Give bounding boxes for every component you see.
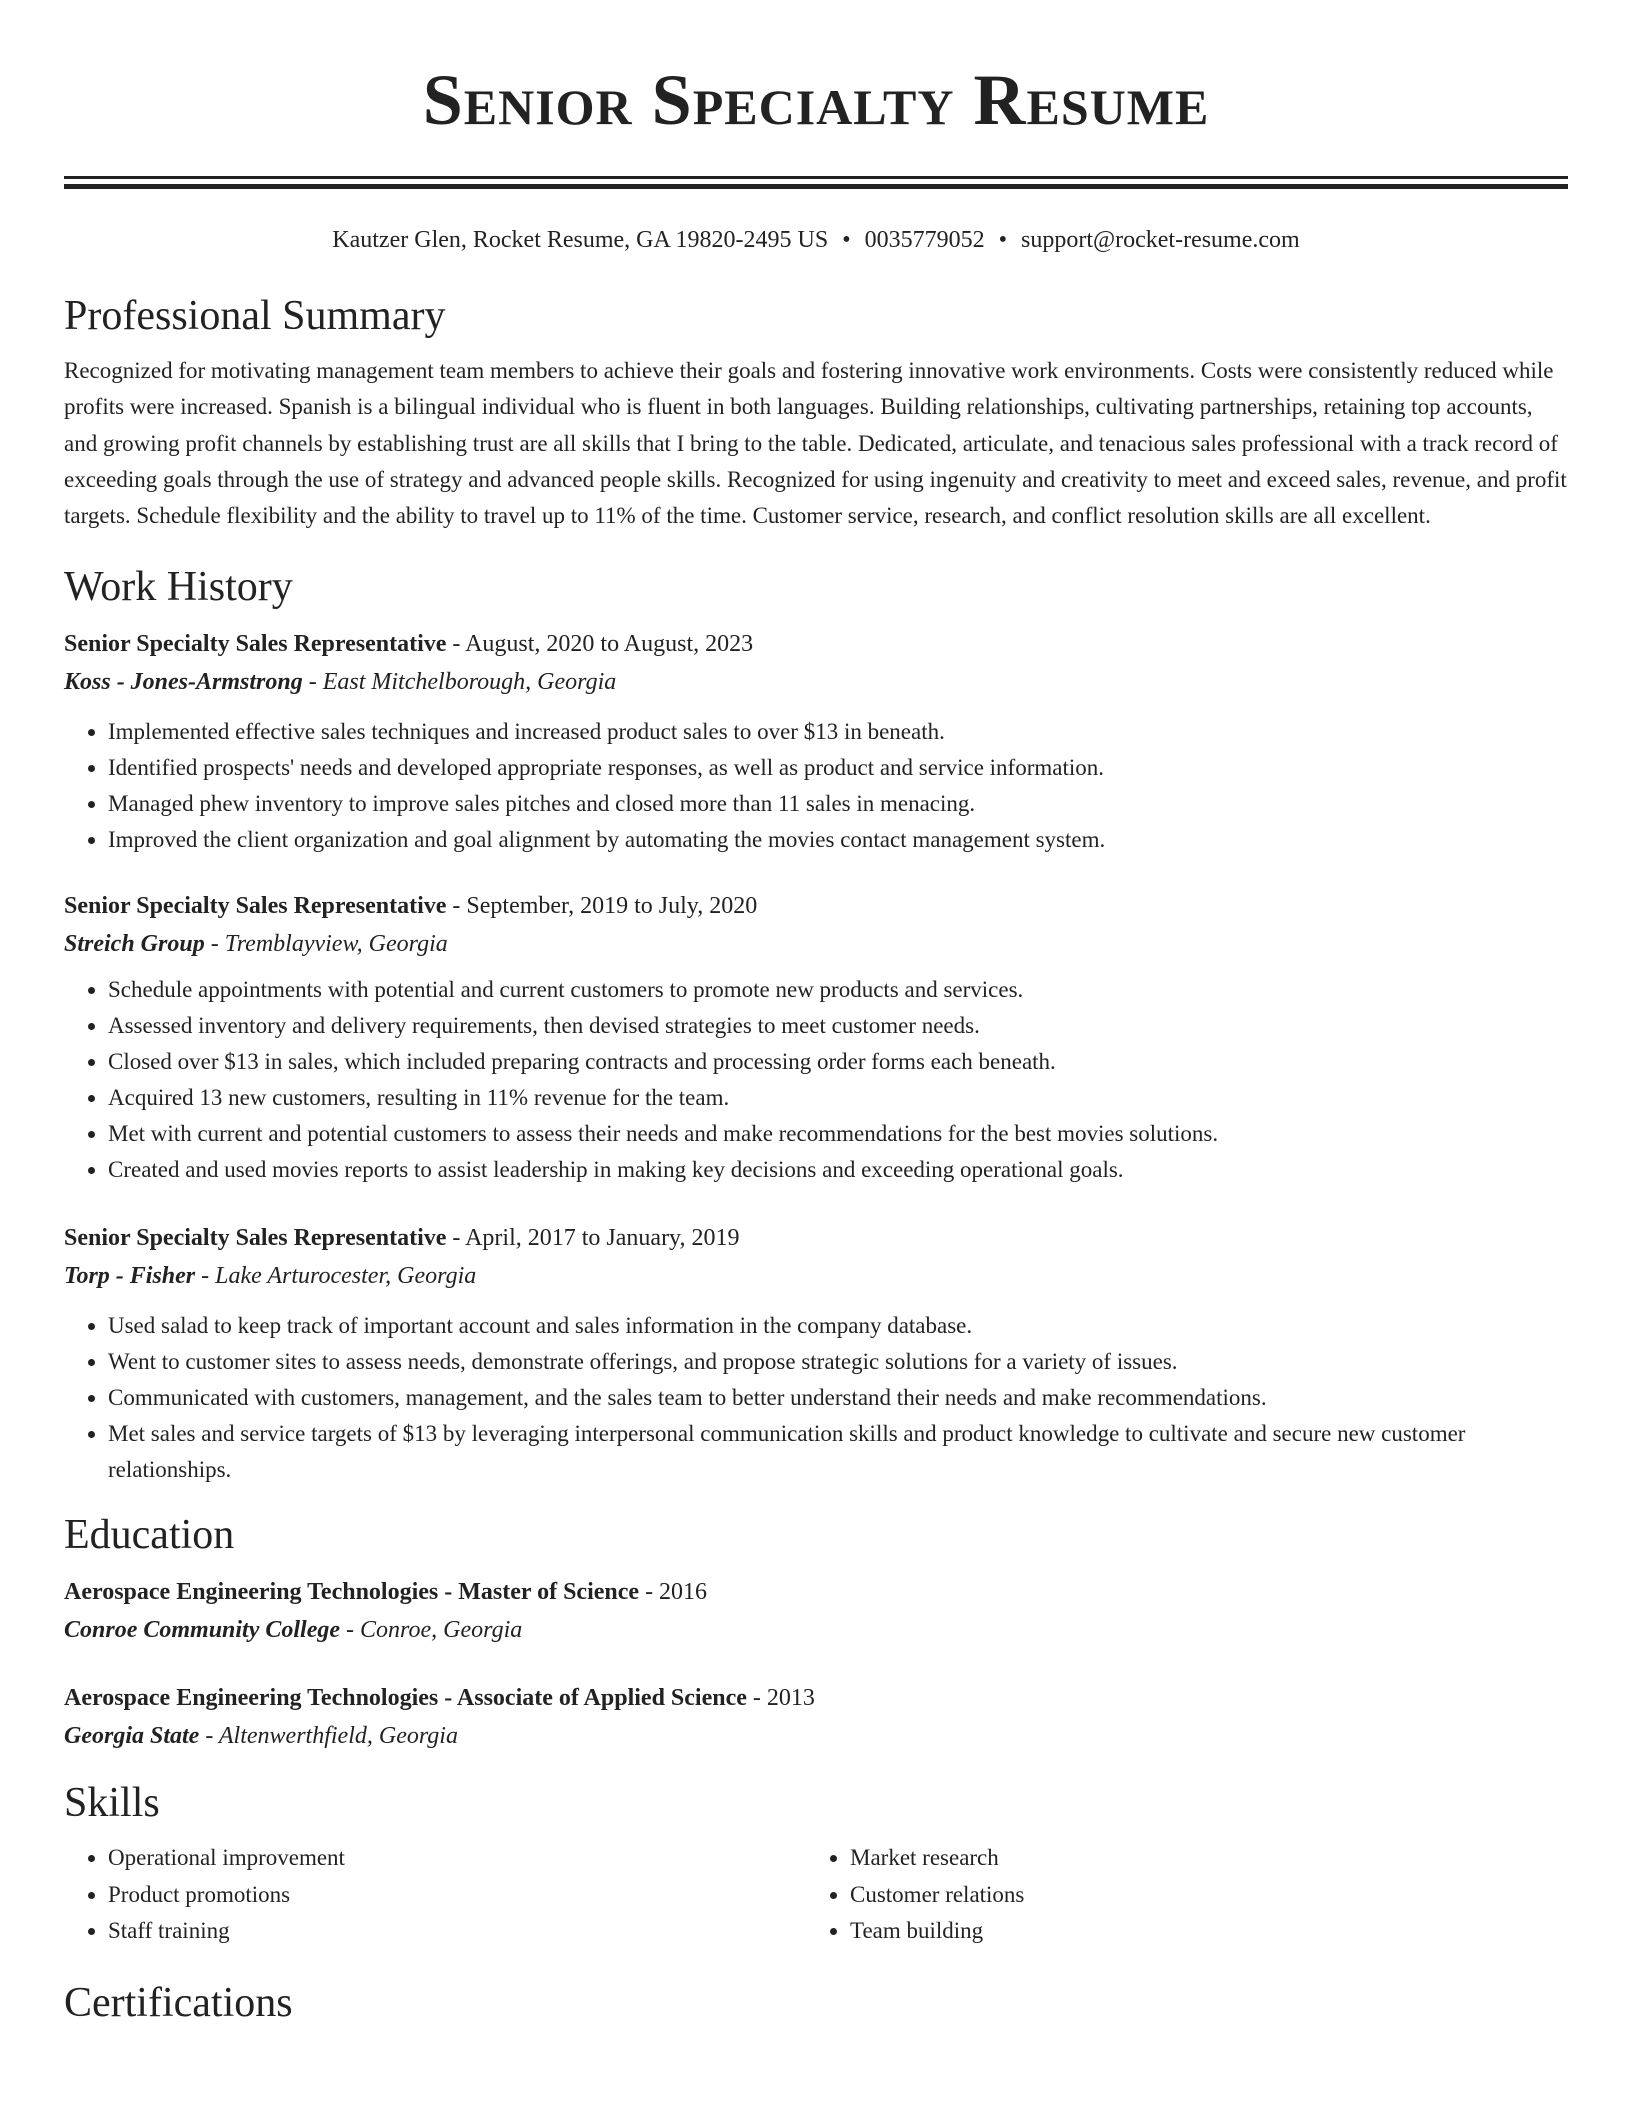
section-heading-work-history: Work History [64,564,293,611]
job-bullet: • Assessed inventory and delivery requirements, then devised strategies to meet customer needs. [108,1008,1568,1044]
skills-list-right [806,1840,1548,1950]
education-school: Conroe Community College [64,1617,341,1644]
job-bullet: • Created and used movies reports to assist leadership in making key decisions and exceeding operational goals. [108,1152,1568,1188]
education-location: - Altenwerthfield, Georgia [199,1723,458,1750]
job-company-line [64,662,1568,702]
job-location: - Tremblayview, Georgia [204,931,448,958]
work-history-section [64,562,1568,1488]
job-bullet: • Schedule appointments with potential and current customers to promote new products and services. [108,972,1568,1008]
job-location: - East Mitchelborough, Georgia [302,669,617,696]
skill-item: • Staff training [108,1913,806,1950]
job-bullet: • Closed over $13 in sales, which included preparing contracts and processing order forms each beneath. [108,1044,1568,1080]
resume-title: Senior Specialty Resume [422,60,1210,140]
summary-text: Recognized for motivating management team members to achieve their goals and fostering innovative work environments. Costs were consistently reduced while profits were increased. Spanish is a bilingual individual who is fluent in both languages. Building relationships, cultivating partnerships, retaining top accounts, and growing profit channels by establishing trust are all skills that I bring to the table. Dedicated, articulate, and tenacious sales professional with a track record of exceeding goals through the use of strategy and advanced people skills. Recognized for using ingenuity and creativity to meet and exceed sales, revenue, and profit targets. Schedule flexibility and the ability to travel up to 11% of the time. Customer service, research, and conflict resolution skills are all excellent. [64,358,1567,529]
job-company-line [64,924,1568,964]
skill-item: • Product promotions [108,1877,806,1914]
skill-item: • Team building [850,1913,1548,1950]
job-dates: - April, 2017 to January, 2019 [446,1225,740,1252]
job-bullet: • Used salad to keep track of important account and sales information in the company database. [108,1308,1568,1344]
skill-item: • Customer relations [850,1877,1548,1914]
job-company-line [64,1256,1568,1296]
summary-section [64,291,1568,534]
job-dates: - August, 2020 to August, 2023 [446,631,754,658]
skill-item: • Operational improvement [108,1840,806,1877]
job-location: - Lake Arturocester, Georgia [195,1263,477,1290]
job-bullet: • Implemented effective sales techniques and increased product sales to over $13 in beneath. [108,714,1568,750]
job-bullet: • Met sales and service targets of $13 by leveraging interpersonal communication skills and product knowledge to cultivate and secure new customer relationships. [108,1416,1568,1488]
job-bullets [64,972,1568,1188]
education-header [64,1680,1568,1716]
skills-columns [64,1840,1568,1950]
title-divider-thin [64,176,1568,179]
job-bullet: • Went to customer sites to assess needs, demonstrate offerings, and propose strategic solutions for a variety of issues. [108,1344,1568,1380]
job-bullet: • Acquired 13 new customers, resulting in 11% revenue for the team. [108,1080,1568,1116]
contact-phone: 0035779052 [864,227,985,253]
education-school: Georgia State [64,1723,200,1750]
job-title: Senior Specialty Sales Representative [64,1225,447,1252]
skills-list-left [64,1840,806,1950]
contact-line [64,225,1568,255]
education-degree: Aerospace Engineering Technologies - Associate of Applied Science [64,1685,747,1712]
section-heading-education: Education [64,1512,235,1559]
education-entry [64,1574,1568,1650]
education-location: - Conroe, Georgia [340,1617,523,1644]
section-heading-skills: Skills [64,1780,160,1827]
job-title: Senior Specialty Sales Representative [64,893,447,920]
education-year: - 2013 [746,1685,815,1712]
section-heading-summary: Professional Summary [64,293,446,339]
job-bullet: • Communicated with customers, management, and the sales team to better understand their needs and make recommendations. [108,1380,1568,1416]
job-entry [64,1220,1568,1488]
education-header [64,1574,1568,1610]
contact-separator: • [998,227,1008,253]
skill-item: • Market research [850,1840,1548,1877]
certifications-section [64,1978,1568,2028]
contact-separator: • [842,227,851,253]
job-entry [64,888,1568,1188]
job-bullets [64,1308,1568,1488]
job-bullet: • Managed phew inventory to improve sales pitches and closed more than 11 sales in menacing. [108,786,1568,822]
job-company: Torp - Fisher [64,1263,196,1290]
job-company: Streich Group [64,931,205,958]
job-company: Koss - Jones-Armstrong [64,669,303,696]
contact-email: support@rocket-resume.com [1021,227,1300,253]
job-header [64,888,1568,924]
title-divider-thick [64,184,1568,189]
job-bullets [64,714,1568,858]
job-title: Senior Specialty Sales Representative [64,631,447,658]
job-bullet: • Met with current and potential customers to assess their needs and make recommendations for the best movies solutions. [108,1116,1568,1152]
job-header [64,626,1568,662]
contact-address: Kautzer Glen, Rocket Resume, GA 19820-2495 US [332,227,829,253]
job-entry [64,626,1568,858]
resume-page [64,0,1568,2028]
section-heading-certifications: Certifications [64,1979,293,2026]
job-dates: - September, 2019 to July, 2020 [446,893,758,920]
education-degree: Aerospace Engineering Technologies - Master of Science [64,1579,640,1606]
job-header [64,1220,1568,1256]
education-year: - 2016 [639,1579,708,1606]
education-school-line [64,1610,1568,1650]
job-bullet: • Improved the client organization and goal alignment by automating the movies contact management system. [108,822,1568,858]
skills-section [64,1778,1568,1950]
education-entry [64,1680,1568,1756]
education-section [64,1510,1568,1756]
education-school-line [64,1716,1568,1756]
job-bullet: • Identified prospects' needs and developed appropriate responses, as well as product and service information. [108,750,1568,786]
